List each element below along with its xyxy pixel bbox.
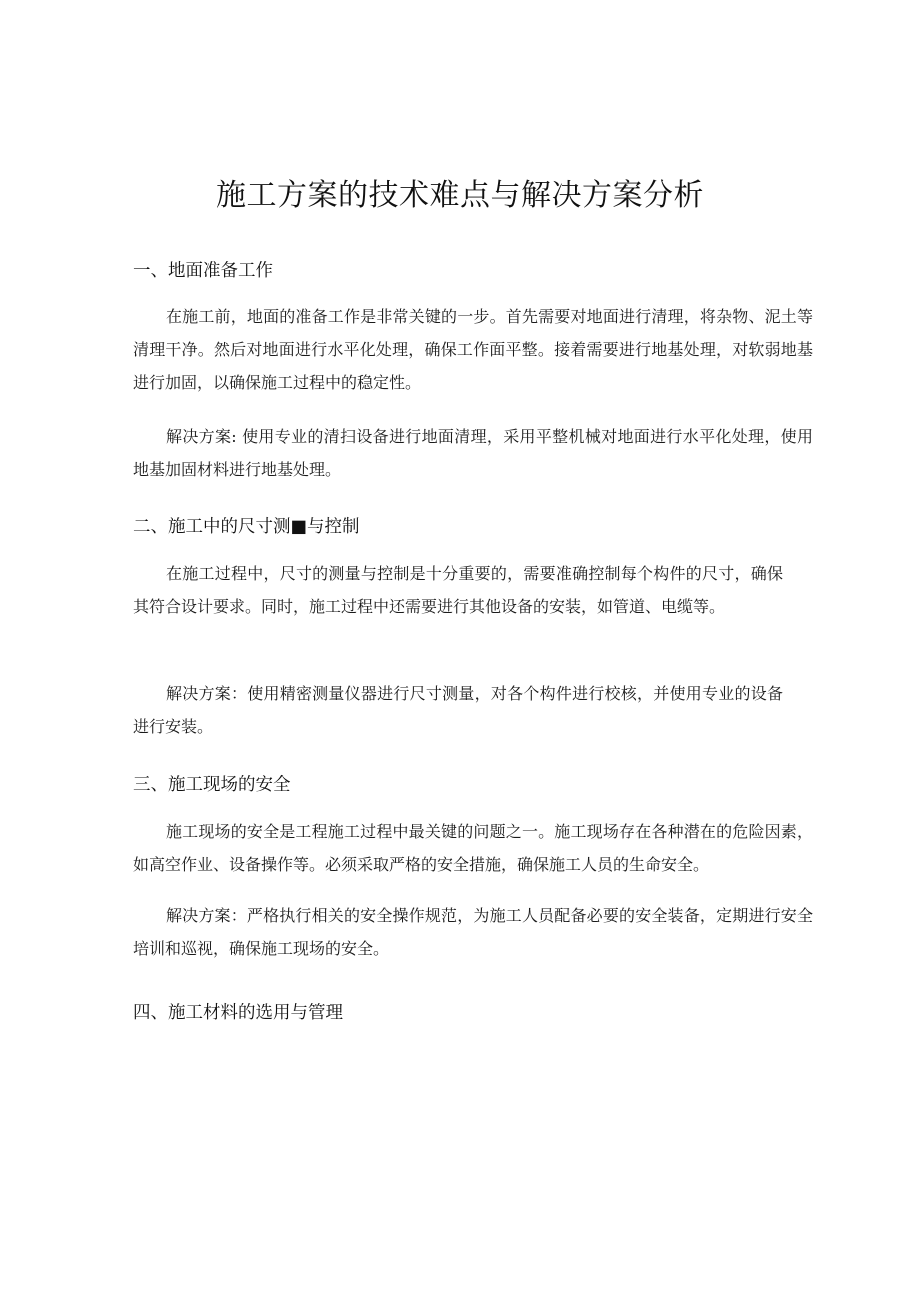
section-2-paragraph-1: 在施工过程中，尺寸的测量与控制是十分重要的，需要准确控制每个构件的尺寸，确保其符合设计要求。同时，施工过程中还需要进行其他设备的安装，如管道、电缆等。 xyxy=(133,564,783,616)
section-heading-4: 四、施工材料的选用与管理 xyxy=(133,1003,343,1023)
section-3-paragraph-1: 施工现场的安全是工程施工过程中最关键的问题之一。施工现场存在各种潜在的危险因素，如高空作业、设备操作等。必须采取严格的安全措施，确保施工人员的生命安全。 xyxy=(133,822,813,874)
section-3-solution: 解决方案：严格执行相关的安全操作规范，为施工人员配备必要的安全装备，定期进行安全培训和巡视，确保施工现场的安全。 xyxy=(133,906,813,958)
section-1-paragraph-1: 在施工前，地面的准备工作是非常关键的一步。首先需要对地面进行清理，将杂物、泥土等清理干净。然后对地面进行水平化处理，确保工作面平整。接着需要进行地基处理，对软弱地基进行加固，以确保施工过程中的稳定性。 xyxy=(133,307,813,392)
section-heading-1: 一、地面准备工作 xyxy=(133,261,273,281)
document-title: 施工方案的技术难点与解决方案分析 xyxy=(216,178,704,213)
section-heading-2: 二、施工中的尺寸测■与控制 xyxy=(133,517,360,537)
section-heading-3: 三、施工现场的安全 xyxy=(133,775,291,795)
section-1-solution: 解决方案: 使用专业的清扫设备进行地面清理，采用平整机械对地面进行水平化处理，使用地基加固材料进行地基处理。 xyxy=(133,427,813,479)
section-2-solution: 解决方案：使用精密测量仪器进行尺寸测量，对各个构件进行校核，并使用专业的设备进行安装。 xyxy=(133,684,783,736)
